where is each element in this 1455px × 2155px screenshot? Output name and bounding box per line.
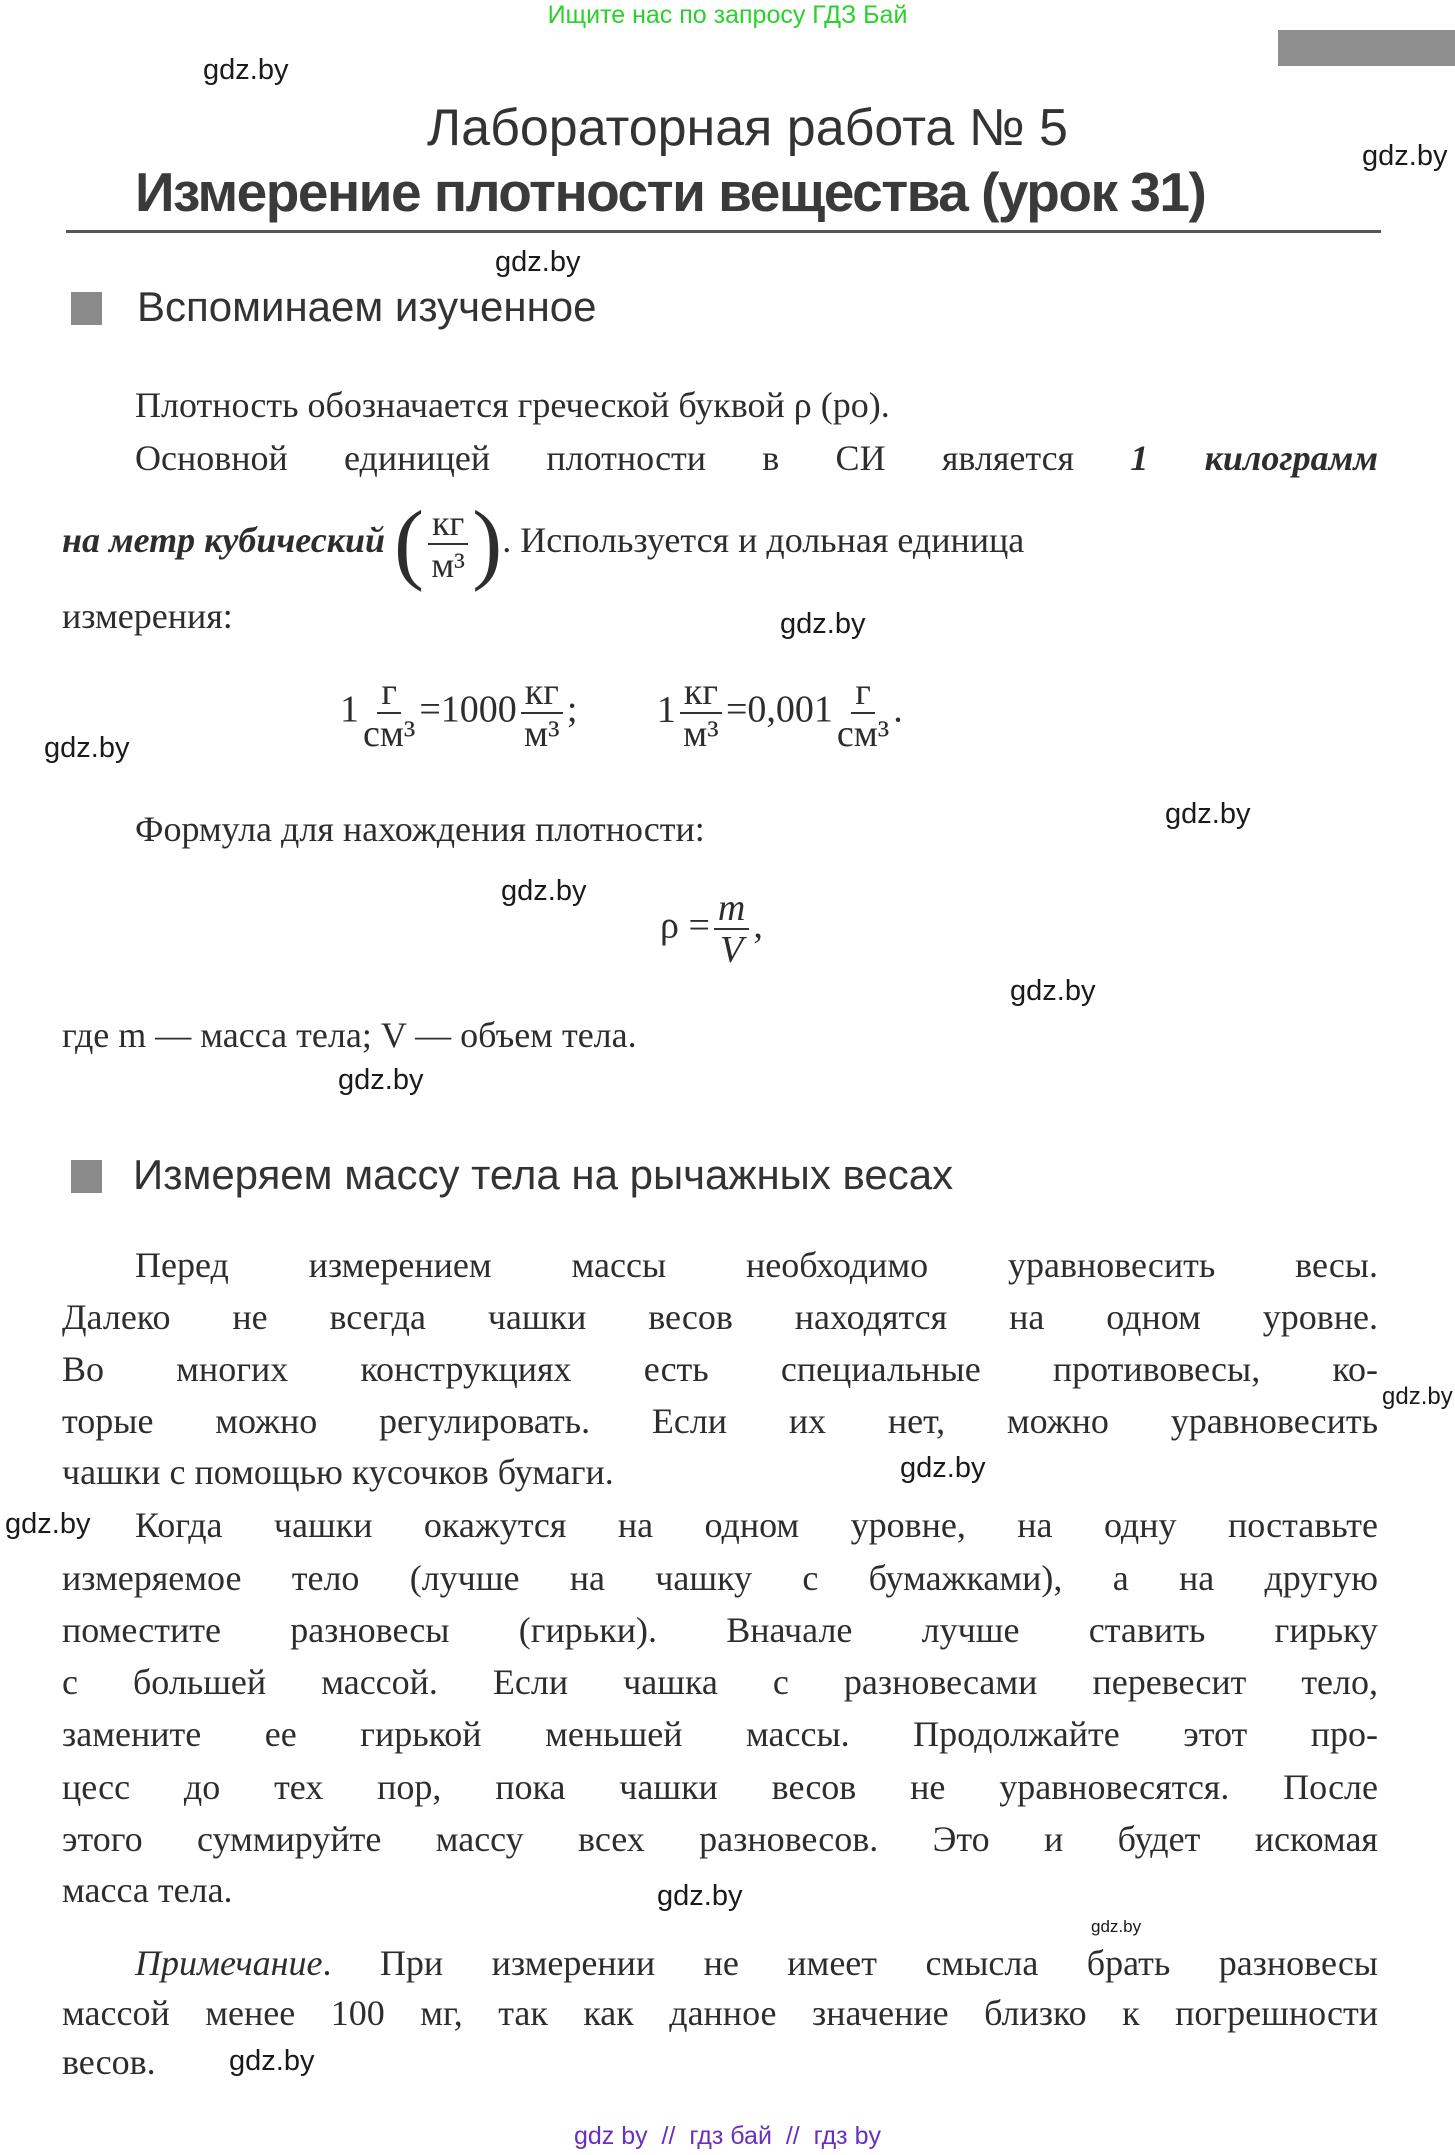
paragraph-line: Плотность обозначается греческой буквой ρ (ро). (135, 385, 890, 425)
section-heading-weighing: Измеряем массу тела на рычажных весах (133, 1151, 954, 1198)
watermark: gdz.by (44, 732, 130, 764)
paragraph-line: цесс до тех пор, пока чашки весов не уравновесятся. После (62, 1767, 1378, 1807)
footer-links[interactable]: gdz by // гдз бай // гдз by (573, 2122, 881, 2150)
watermark: gdz.by (495, 246, 581, 278)
note-line: массой менее 100 мг, так как данное значение близко к погрешности (62, 1993, 1378, 2033)
paragraph-line: измерения: (62, 596, 233, 636)
unit-conversion-formula: 1 $\frac{г}{\text{см³}}$ =1000 $\frac{кг}{\text{м³}}$ ; 1 $\frac{кг}{\text{м³}}$ =0,001 $\frac{г}{\text{см³}}$ . (340, 671, 903, 755)
formula-label: Формула для нахождения плотности: (135, 809, 705, 849)
paragraph-line: Перед измерением массы необходимо уравновесить весы. (135, 1245, 1378, 1285)
note-line: Примечание. При измерении не имеет смысла брать разновесы (135, 1943, 1378, 1983)
unit-fraction: $\frac{кг}{\text{м³}}$ (428, 503, 468, 585)
watermark: gdz.by (1382, 1383, 1453, 1410)
paragraph-line: поместите разновесы (гирьки). Вначале лучше ставить гирьку (62, 1610, 1378, 1650)
paragraph-line: торые можно регулировать. Если их нет, можно уравновесить (62, 1401, 1378, 1441)
watermark: gdz.by (338, 1064, 424, 1096)
paragraph-line: Основной единицей плотности в СИ является 1 килограмм (135, 438, 1379, 478)
section-square-icon (71, 292, 102, 325)
watermark: gdz.by (1010, 975, 1096, 1007)
watermark: gdz.by (229, 2045, 315, 2077)
paragraph-line: Во многих конструкциях есть специальные противовесы, ко- (62, 1349, 1378, 1389)
paragraph-line: замените ее гирькой меньшей массы. Продолжайте этот про- (62, 1714, 1378, 1754)
paragraph-line: с большей массой. Если чашка с разновесами перевесит тело, (62, 1662, 1378, 1702)
watermark: gdz.by (780, 608, 866, 640)
watermark: gdz.by (657, 1880, 743, 1912)
page-corner-block (1278, 30, 1455, 66)
title-divider (66, 230, 1381, 233)
top-banner-link[interactable]: Ищите нас по запросу ГДЗ Бай (547, 1, 908, 29)
paragraph-line: этого суммируйте массу всех разновесов. Это и будет искомая (62, 1819, 1378, 1859)
watermark: gdz.by (1165, 798, 1251, 830)
paragraph-line: на метр кубический ( $\frac{кг}{\text{м³}}$ ). Используется и дольная единица (62, 493, 1025, 593)
main-title: Измерение плотности вещества (урок 31) (135, 161, 1206, 223)
paragraph-line: чашки с помощью кусочков бумаги. (62, 1452, 614, 1492)
density-formula: ρ = $\frac{m}{V}$ , (660, 887, 763, 971)
paragraph-line: Когда чашки окажутся на одном уровне, на одну поставьте (135, 1505, 1378, 1545)
paragraph-line: измеряемое тело (лучше на чашку с бумажками), а на другую (62, 1558, 1378, 1598)
watermark: gdz.by (1362, 140, 1448, 172)
watermark: gdz.by (5, 1508, 91, 1540)
note-line: весов. (62, 2042, 156, 2082)
section-heading-recall: Вспоминаем изученное (137, 283, 597, 330)
formula-legend: где m — масса тела; V — объем тела. (62, 1015, 637, 1055)
paragraph-line: Далеко не всегда чашки весов находятся на одном уровне. (62, 1297, 1378, 1337)
paragraph-line: масса тела. (62, 1870, 233, 1910)
watermark: gdz.by (501, 875, 587, 907)
lab-title: Лабораторная работа № 5 (427, 99, 1068, 157)
section-square-icon (71, 1160, 102, 1193)
watermark: gdz.by (1091, 1917, 1142, 1936)
watermark: gdz.by (203, 54, 289, 86)
watermark: gdz.by (900, 1452, 986, 1484)
